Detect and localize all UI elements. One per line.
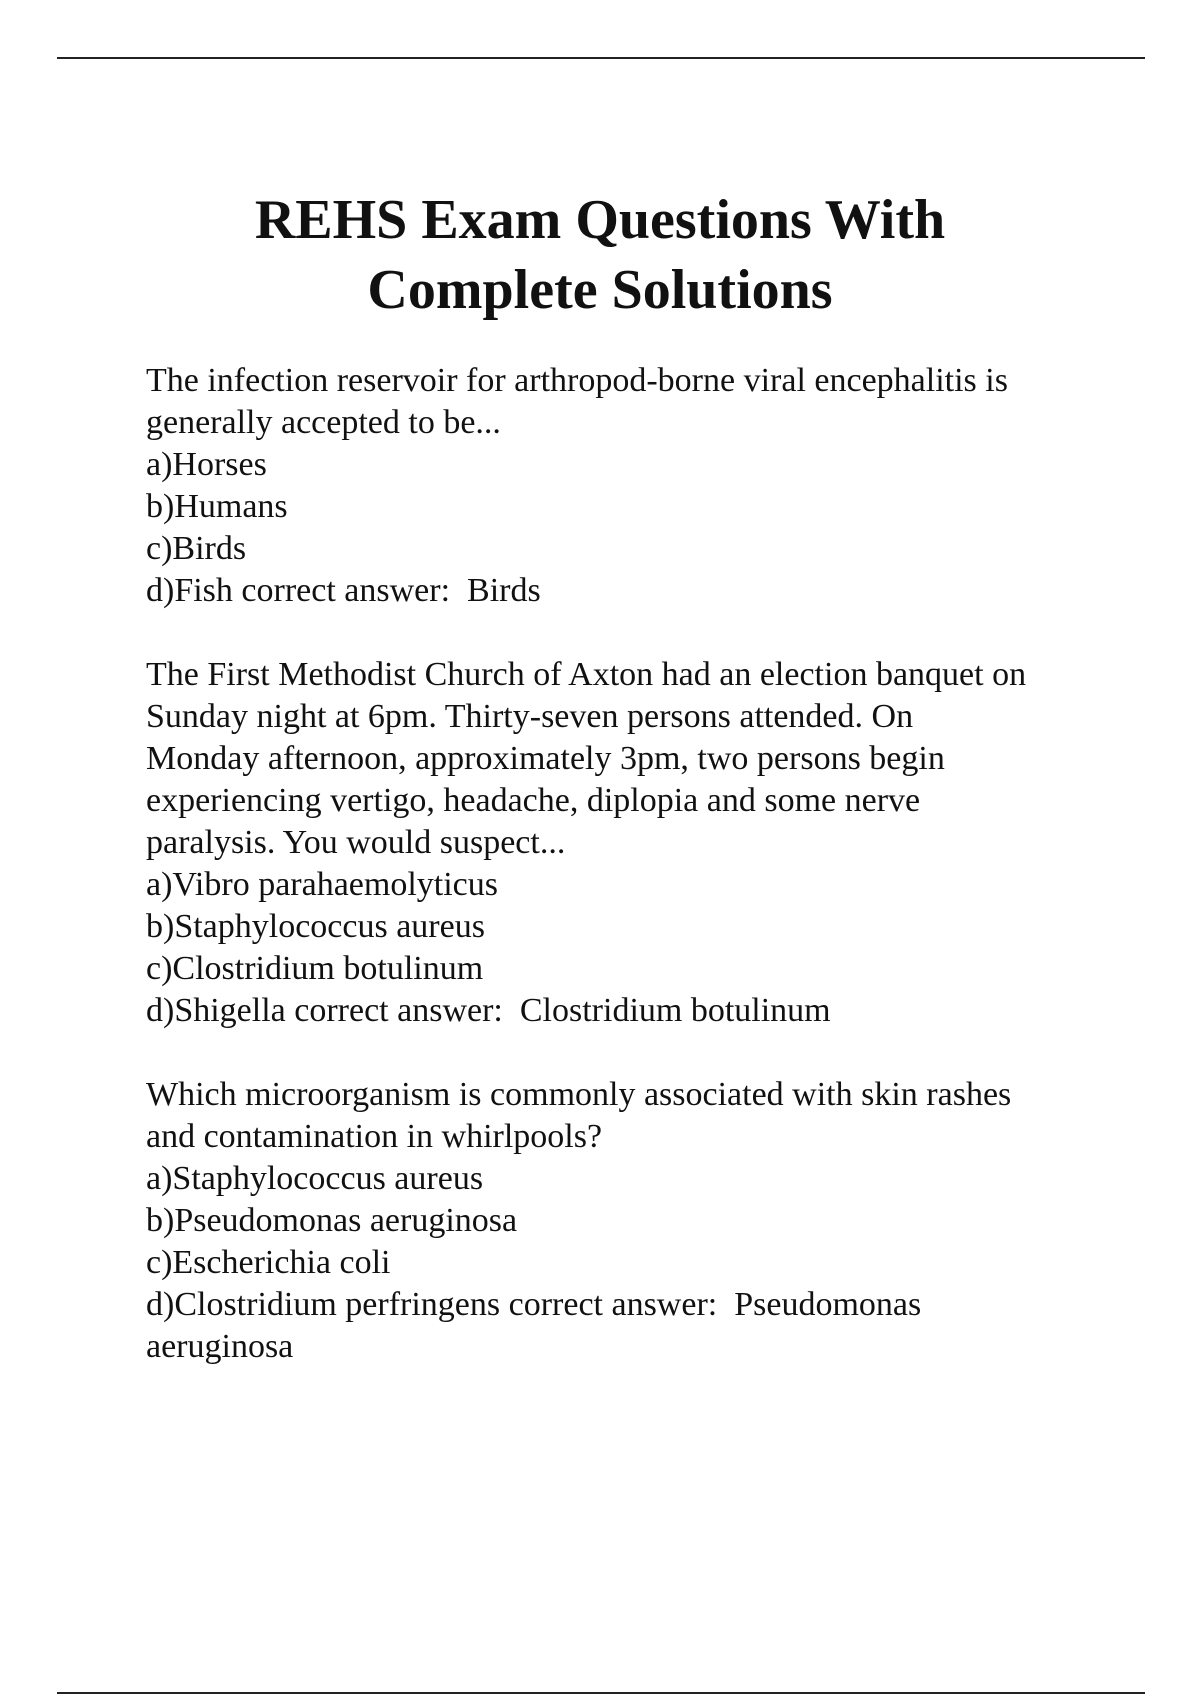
- bottom-divider: [57, 1692, 1145, 1694]
- answer-label: correct answer:: [294, 992, 503, 1029]
- top-divider: [57, 57, 1145, 59]
- question-text-line: generally accepted to be...: [146, 404, 501, 441]
- correct-answer: Birds: [467, 572, 541, 609]
- option-b: b)Pseudomonas aeruginosa: [146, 1202, 518, 1239]
- option-d-with-answer: [146, 1284, 1126, 1326]
- title-line-1: REHS Exam Questions With: [254, 189, 946, 251]
- option-c: c)Clostridium botulinum: [146, 950, 484, 987]
- title-line-2: Complete Solutions: [367, 259, 833, 321]
- question-text-line: The First Methodist Church of Axton had an election banquet on: [146, 656, 1027, 693]
- option-c: c)Escherichia coli: [146, 1244, 391, 1281]
- option-a: a)Vibro parahaemolyticus: [146, 866, 498, 903]
- question-text-line: The infection reservoir for arthropod-borne viral encephalitis is: [146, 362, 1008, 399]
- question-1: [146, 360, 1126, 612]
- question-text-line: Monday afternoon, approximately 3pm, two persons begin: [146, 740, 945, 777]
- option-b: b)Staphylococcus aureus: [146, 908, 485, 945]
- correct-answer: Pseudomonas: [734, 1286, 922, 1323]
- option-d: d)Clostridium perfringens: [146, 1286, 501, 1323]
- question-3: [146, 1074, 1126, 1368]
- correct-answer: Clostridium botulinum: [519, 992, 831, 1029]
- question-text-line: paralysis. You would suspect...: [146, 824, 566, 861]
- question-2: [146, 654, 1126, 1032]
- answer-label: correct answer:: [508, 1286, 718, 1323]
- question-text-line: Sunday night at 6pm. Thirty-seven persons attended. On: [146, 698, 914, 735]
- option-d-with-answer: [146, 570, 1126, 612]
- option-d: d)Fish: [146, 572, 233, 609]
- question-text-line: and contamination in whirlpools?: [146, 1118, 603, 1155]
- question-text-line: experiencing vertigo, headache, diplopia and some nerve: [146, 782, 921, 819]
- page-title: [100, 185, 1100, 325]
- option-d: d)Shigella: [146, 992, 286, 1029]
- correct-answer-continued: aeruginosa: [146, 1328, 294, 1365]
- option-d-with-answer: [146, 990, 1126, 1032]
- option-a: a)Staphylococcus aureus: [146, 1160, 484, 1197]
- question-text-line: Which microorganism is commonly associated with skin rashes: [146, 1076, 1012, 1113]
- answer-label: correct answer:: [241, 572, 451, 609]
- option-b: b)Humans: [146, 488, 288, 525]
- questions-list: [146, 360, 1126, 1410]
- option-a: a)Horses: [146, 446, 267, 483]
- option-c: c)Birds: [146, 530, 247, 567]
